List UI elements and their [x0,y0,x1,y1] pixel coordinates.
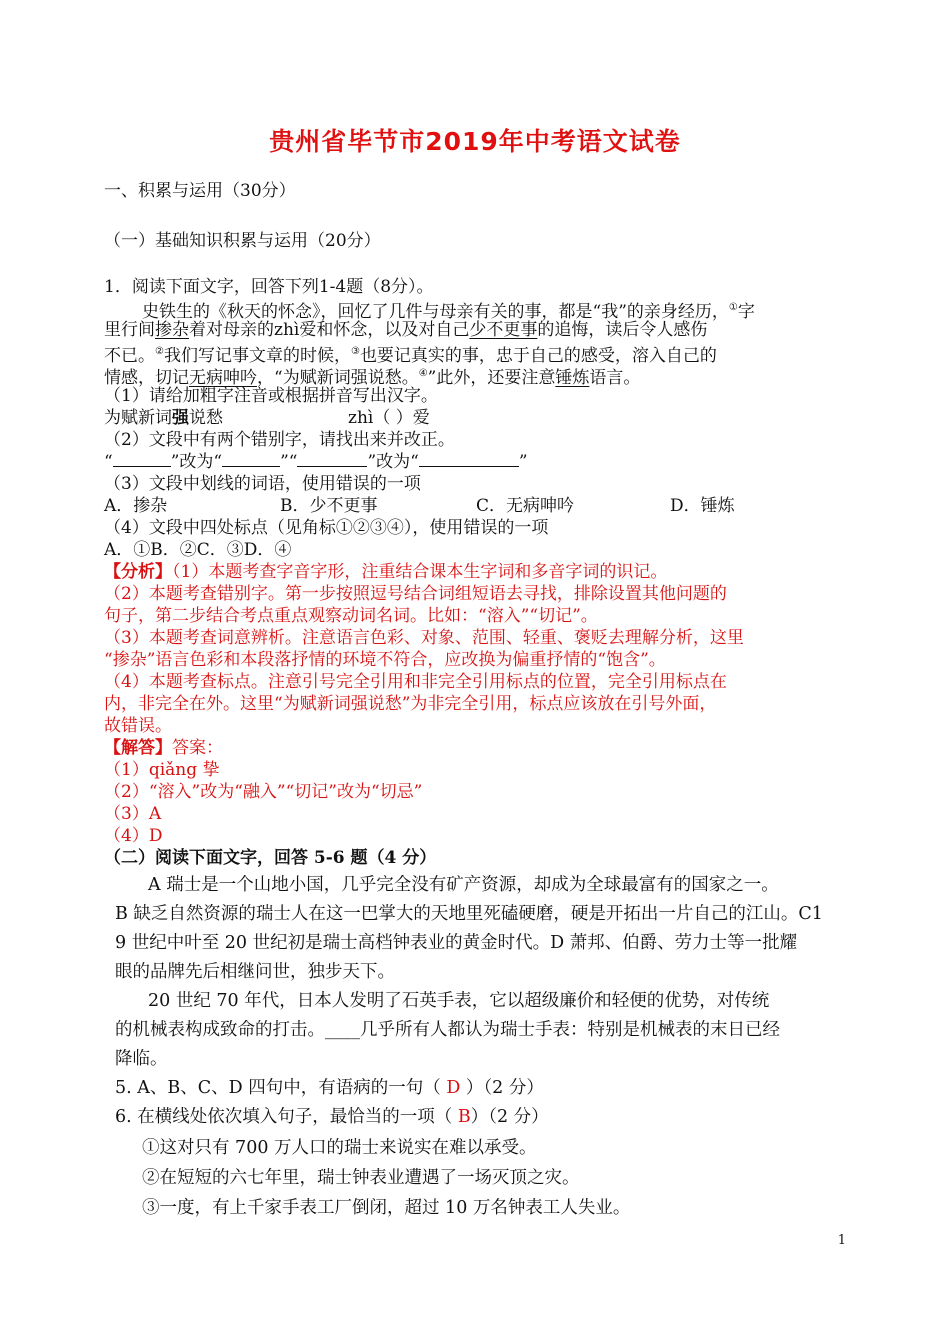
answer-4: （4）D [104,826,163,846]
page-number: 1 [837,1233,846,1248]
q1-sub4-options: A．①B．②C．③D．④ [104,540,292,560]
passage2-line-7: 降临。 [115,1049,168,1069]
analysis-line-5: “掺杂”语言色彩和本段落抒情的环境不符合，应改换为偏重抒情的“饱含”。 [104,650,666,670]
question-5: 5. A、B、C、D 四句中，有语病的一句（ D ）（2 分） [115,1078,544,1098]
analysis-line-8: 故错误。 [104,716,172,736]
answer-mark: D [446,1078,461,1098]
answer-blank[interactable] [222,451,280,467]
analysis-line-1: 【分析】（1）本题考查字音字形，注重结合课本生字词和多音字词的识记。 [104,562,668,582]
answer-label: 【解答】 [104,738,172,758]
answer-3: （3）A [104,804,162,824]
underlined-word-3: 无病呻吟 [189,368,257,388]
analysis-line-6: （4）本题考查标点。注意引号完全引用和非完全引用标点的位置，完全引用标点在 [104,672,727,692]
option-sentence-1: ①这对只有 700 万人口的瑞士来说实在难以承受。 [142,1138,537,1158]
passage2-line-4: 眼的品牌先后相继问世，独步天下。 [115,962,395,982]
q1-stem: 1．阅读下面文字，回答下列1-4题（8分）。 [104,277,434,297]
q1-passage-line-3: 不已。②我们写记事文章的时候，③也要记真实的事，忠于自己的感受，溶入自己的 [104,346,717,366]
passage2-line-6: 的机械表构成致命的打击。____几乎所有人都认为瑞士手表：特别是机械表的末日已经 [115,1020,780,1040]
option-sentence-3: ③一度，有上千家手表工厂倒闭，超过 10 万名钟表工人失业。 [142,1198,631,1218]
answer-line: 【解答】答案： [104,738,223,758]
section1-heading: 一、积累与运用（30分） [104,181,296,201]
section1-sub-heading: （一）基础知识积累与运用（20分） [104,231,381,251]
underlined-word-2: 少不更事 [469,320,538,340]
answer-1: （1）qiǎng 挚 [104,760,220,780]
q1-sub2-blanks: “ ”改为“ ”“ ”改为“ ” [104,452,528,472]
option-d: D．锤炼 [670,496,735,516]
footnote-marker-3: ③ [350,346,360,357]
q1-sub2: （2）文段中有两个错别字，请找出来并改正。 [104,430,455,450]
option-c: C．无病呻吟 [476,496,575,516]
q1-passage-line-2: 里行间掺杂着对母亲的zhì爱和怀念，以及对自己少不更事的追悔，读后令人感伤 [104,320,708,340]
option-sentence-2: ②在短短的六七年里，瑞士钟表业遭遇了一场灭顶之灾。 [142,1168,580,1188]
footnote-marker-1: ① [728,302,738,313]
passage2-line-3: 9 世纪中叶至 20 世纪初是瑞士高档钟表业的黄金时代。D 萧邦、伯爵、劳力士等一批耀 [115,933,798,953]
analysis-label: 【分析】 [104,562,172,582]
bold-char: 强 [172,408,189,428]
answer-blank[interactable] [297,451,367,467]
analysis-line-4: （3）本题考查词意辨析。注意语言色彩、对象、范围、轻重、褒贬去理解分析，这里 [104,628,744,648]
page-title: 贵州省毕节市2019年中考语文试卷 [269,127,681,156]
q1-sub3: （3）文段中划线的词语，使用错误的一项 [104,474,421,494]
analysis-line-3: 句子，第二步结合考点重点观察动词名词。比如：“溶入”“切记”。 [104,606,598,626]
answer-2: （2）“溶入”改为“融入”“切记”改为“切忌” [104,782,423,802]
q1-sub4: （4）文段中四处标点（见角标①②③④），使用错误的一项 [104,518,549,538]
underlined-word-1: 掺杂 [155,320,189,340]
answer-mark: B [457,1107,471,1127]
answer-blank[interactable] [419,451,519,467]
analysis-line-7: 内，非完全在外。这里“为赋新词强说愁”为非完全引用，标点应该放在引号外面， [104,694,717,714]
passage2-line-2: B 缺乏自然资源的瑞士人在这一巴掌大的天地里死磕硬磨，硬是开拓出一片自己的江山。C1 [115,904,823,924]
analysis-line-2: （2）本题考查错别字。第一步按照逗号结合词组短语去寻找，排除设置其他问题的 [104,584,727,604]
question-6: 6. 在横线处依次填入句子，最恰当的一项（ B）（2 分） [115,1107,549,1127]
option-a: A．掺杂 [104,496,168,516]
q1-sub1: （1）请给加粗字注音或根据拼音写出汉字。 [104,386,438,406]
q1-sub1-items: 为赋新词强说愁 zhì（ ）爱 [104,408,430,428]
option-b: B．少不更事 [280,496,378,516]
answer-blank[interactable] [113,451,171,467]
passage2-line-5: 20 世纪 70 年代，日本人发明了石英手表，它以超级廉价和轻便的优势，对传统 [148,991,770,1011]
passage2-line-1: A 瑞士是一个山地小国，几乎完全没有矿产资源，却成为全球最富有的国家之一。 [148,875,779,895]
footnote-marker-4: ④ [418,368,428,379]
underlined-word-4: 锤炼 [555,368,590,388]
q1-passage-line-1: 史铁生的《秋天的怀念》，回忆了几件与母亲有关的事，都是“我”的亲身经历，①字 [142,302,755,322]
section2-heading: （二）阅读下面文字，回答 5-6 题（4 分） [104,848,437,868]
q1-passage-line-4: 情感，切记无病呻吟，“为赋新词强说愁。④”此外，还要注意锤炼语言。 [104,368,641,388]
footnote-marker-2: ② [155,346,164,357]
